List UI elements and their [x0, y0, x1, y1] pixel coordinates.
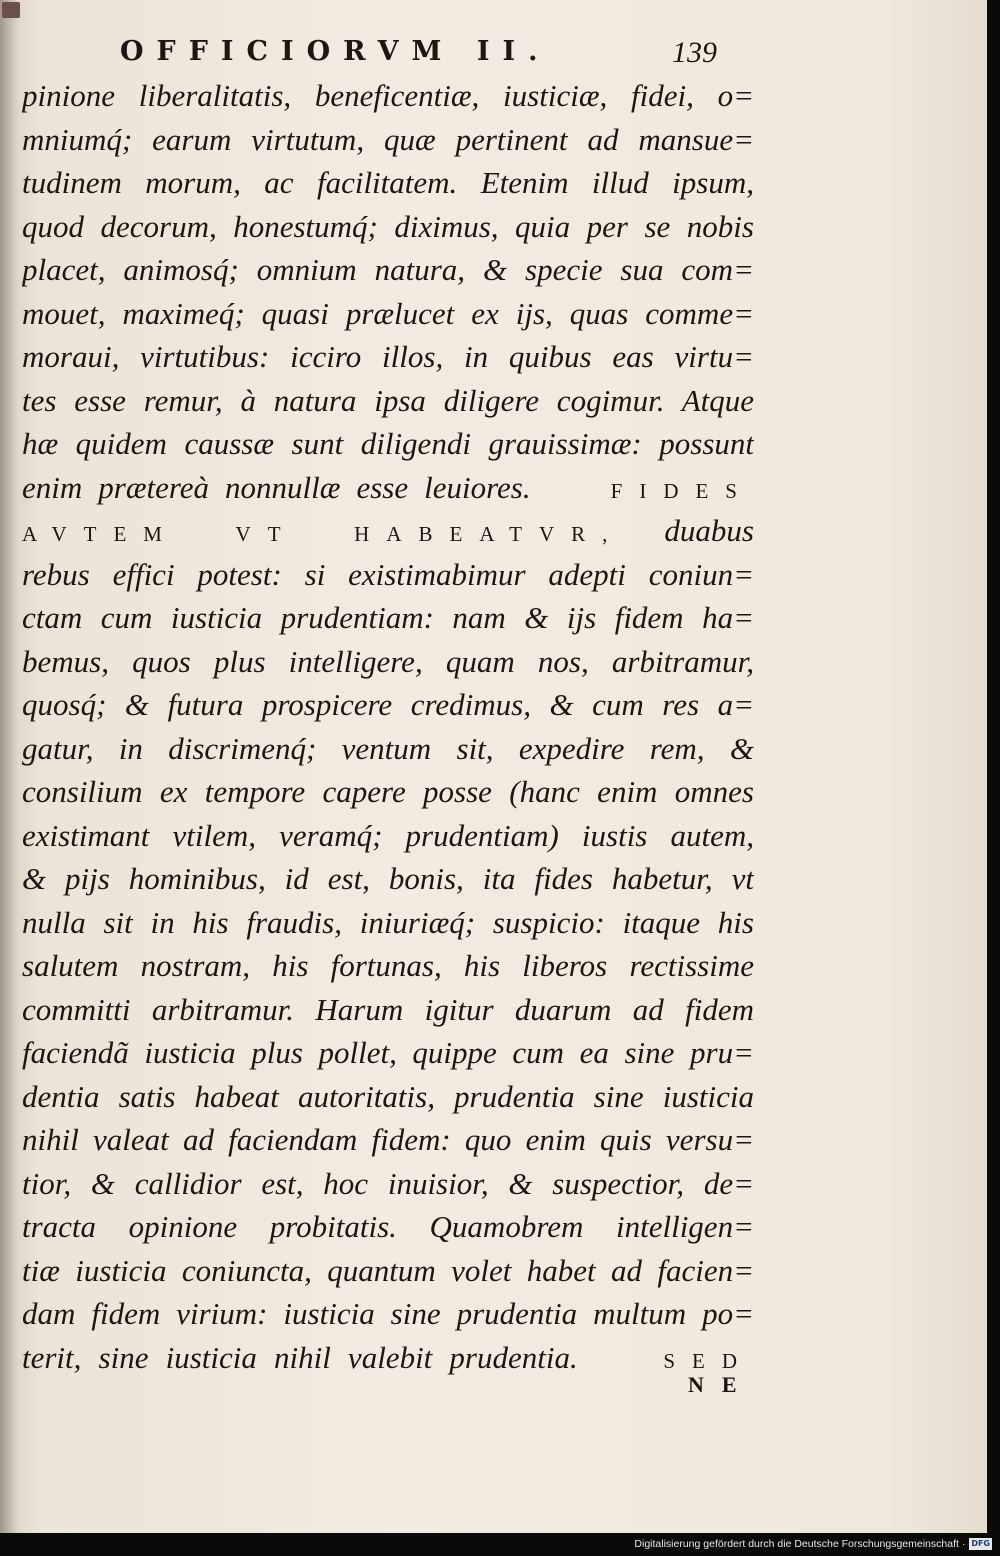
corner-mark [2, 2, 20, 18]
text-line [22, 1336, 754, 1380]
text-line: tes esse remur, à natura ipsa diligere cogimur. Atque [22, 382, 754, 418]
text-line: & pijs hominibus, id est, bonis, ita fides habetur, vt [22, 861, 754, 896]
text-line: tracta opinione probitatis. Quamobrem intelligen= [22, 1209, 754, 1244]
text-line: quod decorum, honestumq́; diximus, quia per se nobis [22, 208, 754, 244]
dfg-logo-icon: DFG [971, 1539, 990, 1548]
text-line: bemus, quos plus intelligere, quam nos, arbitramur, [22, 643, 754, 679]
text-line: dam fidem virium: iusticia sine prudentia multum po= [22, 1296, 754, 1331]
page-number: 139 [672, 36, 717, 69]
text-line: salutem nostram, his fortunas, his liberos rectissime [22, 948, 754, 983]
text-line-content: enim prætereà nonnullæ esse leuiores. [22, 469, 531, 505]
final-caps: SED [663, 1348, 754, 1373]
text-line: gatur, in discrimenq́; ventum sit, expedire rem, & [22, 730, 754, 766]
text-line: mouet, maximeq́; quasi prælucet ex ijs, quas comme= [22, 295, 754, 331]
text-line: pinione liberalitatis, beneficentiæ, iusticiæ, fidei, o= [22, 78, 754, 113]
text-line [22, 466, 754, 510]
text-line: moraui, virtutibus: icciro illos, in quibus eas virtu= [22, 339, 754, 374]
text-line: mniumq́; earum virtutum, quæ pertinent ad mansue= [22, 121, 754, 157]
text-line-content: terit, sine iusticia nihil valebit prudentia. [22, 1339, 578, 1375]
text-line: faciendã iusticia plus pollet, quippe cum ea sine pru= [22, 1035, 754, 1070]
running-head: OFFICIORVM II. [120, 36, 551, 67]
text-line: dentia satis habeat autoritatis, prudentia sine iusticia [22, 1078, 754, 1114]
text-line: tudinem morum, ac facilitatem. Etenim illud ipsum, [22, 165, 754, 200]
text-line: placet, animosq́; omnium natura, & specie sua com= [22, 252, 754, 287]
footer-credit [634, 1537, 992, 1551]
text-line: committi arbitramur. Harum igitur duarum ad fidem [22, 991, 754, 1027]
text-line: ctam cum iusticia prudentiam: nam & ijs fidem ha= [22, 600, 754, 635]
text-line: tiæ iusticia coniuncta, quantum volet habet ad facien= [22, 1252, 754, 1288]
text-line: nulla sit in his fraudis, iniuriæq́; suspicio: itaque his [22, 904, 754, 940]
text-line: existimant vtilem, veramq́; prudentiam) iustis autem, [22, 817, 754, 853]
caps-line [22, 509, 754, 553]
text-line: quosq́; & futura prospicere credimus, & cum res a= [22, 687, 754, 722]
credit-text: Digitalisierung gefördert durch die Deutsche Forschungsgemeinschaft · [634, 1538, 966, 1550]
text-line: hæ quidem caussæ sunt diligendi grauissimæ: possunt [22, 426, 754, 461]
body-text [22, 74, 754, 1379]
catchword: NE [688, 1372, 755, 1397]
text-line: nihil valeat ad faciendam fidem: quo enim quis versu= [22, 1122, 754, 1157]
text-line: rebus effici potest: si existimabimur adepti coniun= [22, 556, 754, 592]
caps-line-text: AVTEM VT HABEATVR, [22, 522, 625, 546]
text-line: tior, & callidior est, hoc inuisior, & suspectior, de= [22, 1165, 754, 1201]
caps-line-tail: duabus [664, 513, 754, 548]
caps-inline: FIDES [610, 478, 754, 503]
text-line: consilium ex tempore capere posse (hanc enim omnes [22, 774, 754, 809]
